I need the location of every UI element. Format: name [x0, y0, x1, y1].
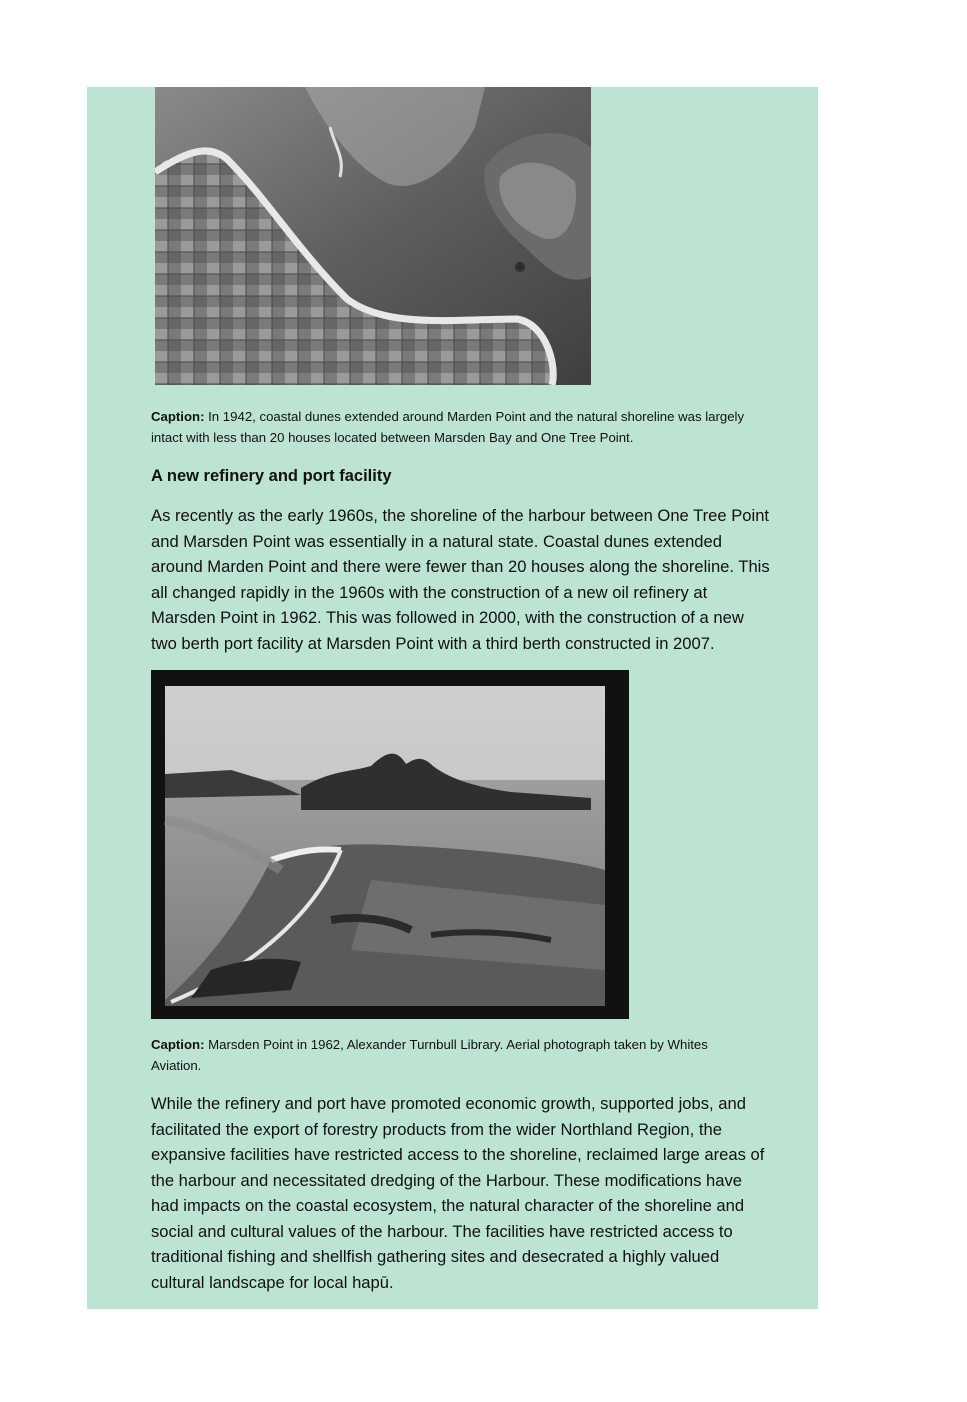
paragraph-line: all changed rapidly in the 1960s with the construction of a new oil refinery at: [151, 582, 708, 602]
caption-text: Aviation.: [151, 1057, 202, 1073]
paragraph-line: facilitated the export of forestry products from the wider Northland Region, the: [151, 1119, 722, 1139]
paragraph-line: social and cultural values of the harbour. The facilities have restricted access to: [151, 1221, 733, 1241]
paragraph-line: around Marden Point and there were fewer than 20 houses along the shoreline. This: [151, 557, 770, 576]
aerial-photo-1962: [151, 670, 629, 1019]
paragraph-line: the harbour and necessitated dredging of the Harbour. These modifications have: [151, 1170, 742, 1190]
paragraph-line: and Marsden Point was essentially in a natural state. Coastal dunes extended: [151, 531, 722, 551]
caption-1942: [151, 407, 744, 448]
paragraph-line: cultural landscape for local hapū.: [151, 1272, 394, 1292]
caption-lead: Caption:: [151, 1037, 205, 1052]
paragraph-line: expansive facilities have restricted access to the shoreline, reclaimed large areas of: [151, 1145, 765, 1164]
caption-text: Marsden Point in 1962, Alexander Turnbull Library. Aerial photograph taken by Whites: [204, 1037, 708, 1052]
paragraph-line: traditional fishing and shellfish gathering sites and desecrated a highly valued: [151, 1247, 720, 1266]
paragraph-line: While the refinery and port have promoted economic growth, supported jobs, and: [151, 1094, 746, 1113]
aerial-photo-1942: [155, 87, 591, 385]
caption-text: intact with less than 20 houses located between Marsden Bay and One Tree Point.: [151, 429, 634, 445]
paragraph-line: As recently as the early 1960s, the shoreline of the harbour between One Tree Point: [151, 506, 770, 525]
caption-1962: [151, 1035, 708, 1076]
paragraph-line: two berth port facility at Marsden Point with a third berth constructed in 2007.: [151, 633, 715, 653]
section-heading: A new refinery and port facility: [151, 467, 392, 485]
paragraph-line: Marsden Point in 1962. This was followed in 2000, with the construction of a new: [151, 608, 744, 627]
paragraph-1: [151, 503, 821, 656]
paragraph-line: had impacts on the coastal ecosystem, the natural character of the shoreline and: [151, 1196, 745, 1215]
paragraph-2: [151, 1091, 821, 1295]
caption-lead: Caption:: [151, 409, 205, 424]
caption-text: In 1942, coastal dunes extended around Marden Point and the natural shoreline was largely: [204, 409, 745, 424]
